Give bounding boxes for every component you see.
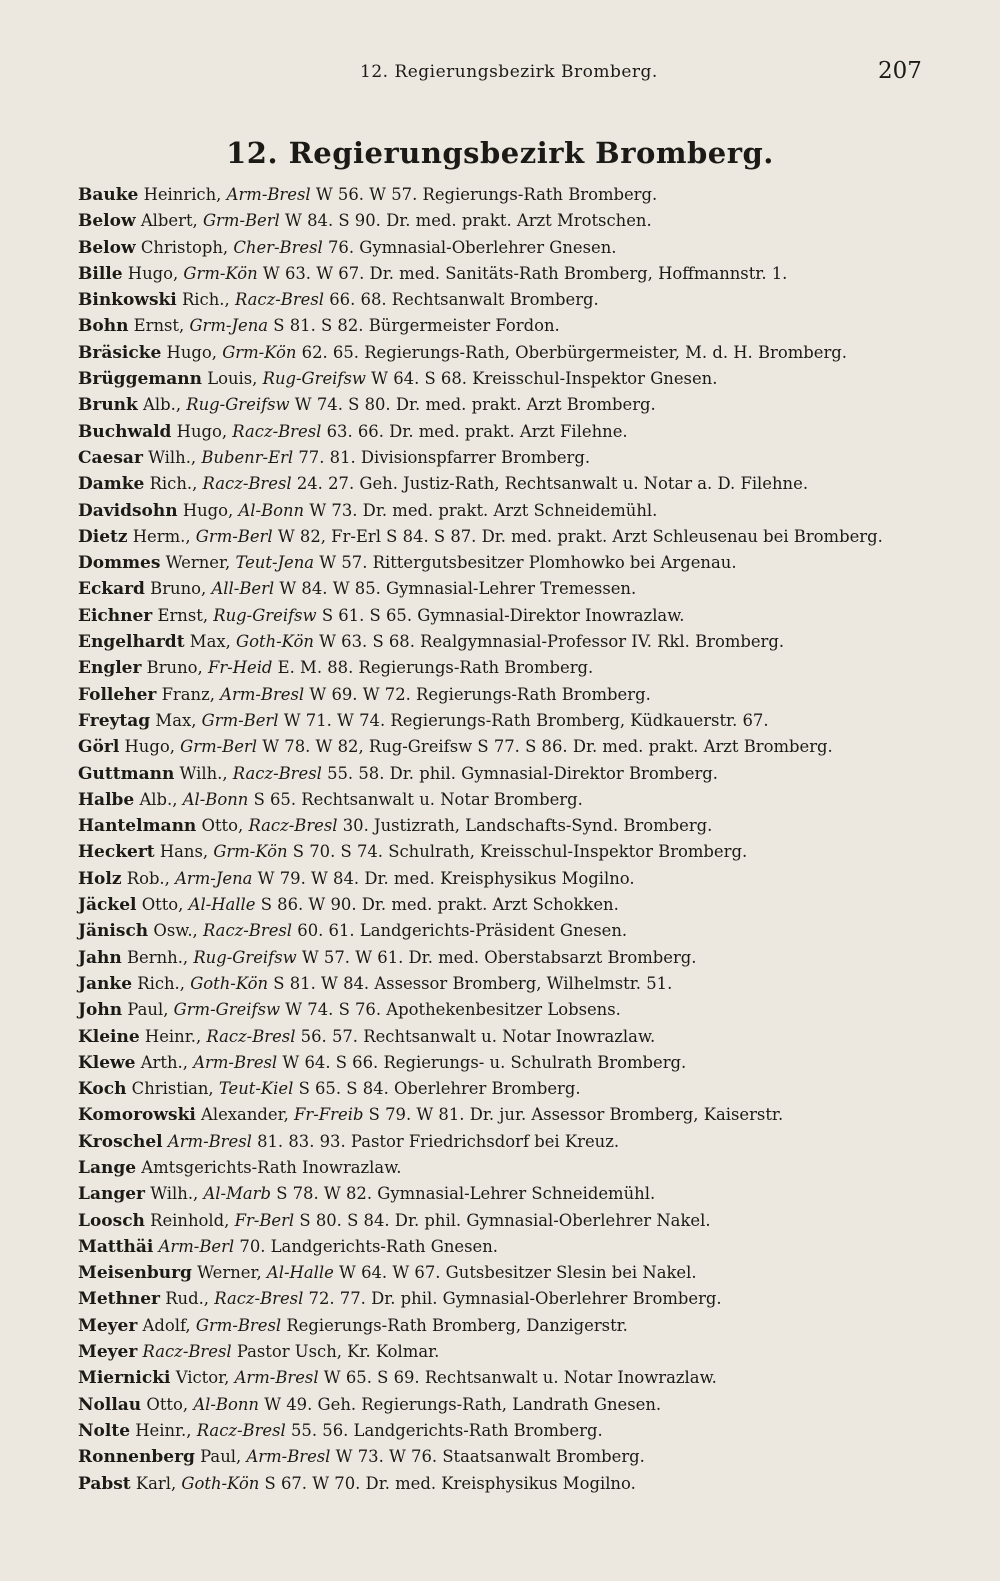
entry-details: S 80. S 84. Dr. phil. Gymnasial-Oberlehrer Nakel. xyxy=(299,1210,711,1230)
list-item xyxy=(78,1155,910,1181)
entry-given-name: Reinhold, xyxy=(150,1210,230,1230)
entry-surname: Ronnenberg xyxy=(78,1447,195,1468)
entry-surname: Meyer xyxy=(78,1315,138,1336)
entry-surname: Görl xyxy=(78,737,120,758)
entry-given-name: Heinr., xyxy=(144,1026,202,1046)
entry-university: Goth-Kön xyxy=(181,1473,260,1493)
entry-given-name: Rob., xyxy=(126,868,170,888)
entry-university: Arm-Bresl xyxy=(246,1447,331,1467)
entry-given-name: Otto, xyxy=(141,895,184,915)
entry-given-name: Hugo, xyxy=(124,737,175,757)
entry-given-name: Karl, xyxy=(135,1473,177,1493)
entry-surname: Below xyxy=(78,237,136,258)
list-item xyxy=(78,550,910,576)
list-item xyxy=(78,419,910,445)
entry-details: W 69. W 72. Regierungs-Rath Bromberg. xyxy=(309,684,651,704)
list-item xyxy=(78,445,910,471)
entry-given-name: Bruno, xyxy=(150,579,207,599)
page-number: 207 xyxy=(878,58,922,84)
entry-surname: Brüggemann xyxy=(78,369,202,390)
entry-surname: Komorowski xyxy=(78,1105,196,1126)
list-item xyxy=(78,629,910,655)
entry-details: 70. Landgerichts-Rath Gnesen. xyxy=(239,1236,498,1256)
entry-university: Arm-Bresl xyxy=(220,684,305,704)
entry-surname: Damke xyxy=(78,474,145,495)
entry-surname: Meisenburg xyxy=(78,1263,192,1284)
entry-given-name: Alb., xyxy=(139,789,178,809)
entry-given-name: Heinrich, xyxy=(143,185,222,204)
entry-surname: Engelhardt xyxy=(78,632,185,653)
entry-surname: Heckert xyxy=(78,842,155,863)
entry-university: Arm-Bresl xyxy=(234,1368,319,1388)
list-item xyxy=(78,287,910,313)
entry-details: S 78. W 82. Gymnasial-Lehrer Schneidemühl. xyxy=(276,1184,656,1204)
entry-university: Arm-Bresl xyxy=(226,185,311,204)
list-item xyxy=(78,734,910,760)
entry-details: W 57. W 61. Dr. med. Oberstabsarzt Bromberg. xyxy=(301,947,697,967)
entry-given-name: Paul, xyxy=(200,1447,242,1467)
entry-surname: Eichner xyxy=(78,605,153,626)
entry-details: S 81. S 82. Bürgermeister Fordon. xyxy=(273,316,560,336)
entry-university: Racz-Bresl xyxy=(234,290,325,310)
entry-university: Al-Marb xyxy=(203,1184,271,1204)
entry-surname: Engler xyxy=(78,658,142,679)
entry-details: W 78. W 82, Rug-Greifsw S 77. S 86. Dr. med. prakt. Arzt Bromberg. xyxy=(262,737,833,757)
entry-details: W 73. Dr. med. prakt. Arzt Schneidemühl. xyxy=(309,500,658,520)
entry-university: Rug-Greifsw xyxy=(213,605,317,625)
entry-details: 24. 27. Geh. Justiz-Rath, Rechtsanwalt u. Notar a. D. Filehne. xyxy=(296,474,809,494)
entry-details: W 49. Geh. Regierungs-Rath, Landrath Gnesen. xyxy=(264,1394,662,1414)
list-item xyxy=(78,1444,910,1470)
entry-given-name: Wilh., xyxy=(179,763,228,783)
list-item xyxy=(78,1339,910,1365)
entry-details: S 70. S 74. Schulrath, Kreisschul-Inspektor Bromberg. xyxy=(292,842,748,862)
entry-given-name: Otto, xyxy=(146,1394,189,1414)
entry-given-name: Albert, xyxy=(140,211,198,231)
entry-given-name: Arth., xyxy=(140,1052,188,1072)
list-item xyxy=(78,1076,910,1102)
entry-surname: Klewe xyxy=(78,1052,136,1073)
entry-university: Racz-Bresl xyxy=(248,816,338,836)
entry-details: S 86. W 90. Dr. med. prakt. Arzt Schokken. xyxy=(260,895,619,915)
entry-details: 55. 56. Landgerichts-Rath Bromberg. xyxy=(291,1420,603,1440)
entry-details: W 73. W 76. Staatsanwalt Bromberg. xyxy=(335,1447,645,1467)
list-item xyxy=(78,892,910,918)
entry-university: Goth-Kön xyxy=(236,632,314,652)
list-item xyxy=(78,761,910,787)
entry-given-name: Rich., xyxy=(137,973,185,993)
entry-details: S 67. W 70. Dr. med. Kreisphysikus Mogilno. xyxy=(264,1473,636,1493)
entry-details: W 63. S 68. Realgymnasial-Professor IV. Rkl. Bromberg. xyxy=(319,632,785,652)
entry-university: Bubenr-Erl xyxy=(201,447,294,467)
list-item xyxy=(78,945,910,971)
entry-surname: Loosch xyxy=(78,1210,145,1231)
list-item xyxy=(78,261,910,287)
section-title: 12. Regierungsbezirk Bromberg. xyxy=(226,136,774,170)
entry-university: Rug-Greifsw xyxy=(186,395,290,415)
entry-given-name: Hans, xyxy=(159,842,209,862)
entry-university: Goth-Kön xyxy=(190,973,269,993)
entry-surname: Holz xyxy=(78,868,122,889)
entry-given-name: Rich., xyxy=(149,474,198,494)
entry-university: Grm-Jena xyxy=(189,316,269,336)
entry-surname: Dommes xyxy=(78,553,161,574)
entry-university: Grm-Berl xyxy=(202,211,280,231)
list-item xyxy=(78,1418,910,1444)
list-item xyxy=(78,1286,910,1312)
entry-details: W 84. W 85. Gymnasial-Lehrer Tremessen. xyxy=(279,579,637,599)
entry-details: 81. 83. 93. Pastor Friedrichsdorf bei Kreuz. xyxy=(257,1131,620,1151)
running-header xyxy=(0,58,1000,88)
entry-university: Grm-Kön xyxy=(222,342,297,362)
entry-university: Racz-Bresl xyxy=(214,1289,304,1309)
entry-details: W 65. S 69. Rechtsanwalt u. Notar Inowrazlaw. xyxy=(323,1368,717,1388)
entry-university: Racz-Bresl xyxy=(202,474,292,494)
entry-university: Grm-Berl xyxy=(195,526,273,546)
entry-university: Grm-Kön xyxy=(183,263,258,283)
list-item xyxy=(78,576,910,602)
list-item xyxy=(78,997,910,1023)
entry-given-name: Otto, xyxy=(201,816,244,836)
entry-given-name: Hugo, xyxy=(182,500,234,520)
entry-surname: Caesar xyxy=(78,447,143,468)
entry-surname: Miernicki xyxy=(78,1368,171,1389)
entry-given-name: Osw., xyxy=(153,921,198,941)
entry-details: 72. 77. Dr. phil. Gymnasial-Oberlehrer Bromberg. xyxy=(308,1289,722,1309)
entry-given-name: Ernst, xyxy=(133,316,185,336)
entry-surname: Janke xyxy=(78,973,133,994)
list-item xyxy=(78,1208,910,1234)
list-item xyxy=(78,971,910,997)
entry-details: E. M. 88. Regierungs-Rath Bromberg. xyxy=(277,658,594,678)
entry-details: W 74. S 80. Dr. med. prakt. Arzt Bromberg. xyxy=(294,395,656,415)
entry-university: Rug-Greifsw xyxy=(193,947,297,967)
entry-university: Grm-Bresl xyxy=(195,1315,282,1335)
entry-given-name: Adolf, xyxy=(142,1315,191,1335)
entry-details: W 79. W 84. Dr. med. Kreisphysikus Mogilno. xyxy=(257,868,635,888)
entry-surname: Jänisch xyxy=(78,921,149,942)
list-item xyxy=(78,1392,910,1418)
list-item xyxy=(78,866,910,892)
entry-given-name: Bruno, xyxy=(146,658,203,678)
entry-university: Al-Bonn xyxy=(238,500,305,520)
entry-given-name: Bernh., xyxy=(127,947,189,967)
entry-given-name: Ernst, xyxy=(157,605,209,625)
entry-details: W 64. S 68. Kreisschul-Inspektor Gnesen. xyxy=(371,369,718,389)
entry-university: Al-Bonn xyxy=(193,1394,259,1414)
entry-given-name: Alb., xyxy=(143,395,182,415)
entry-surname: Bräsicke xyxy=(78,342,162,363)
entry-details: 63. 66. Dr. med. prakt. Arzt Filehne. xyxy=(326,421,628,441)
entry-surname: Meyer xyxy=(78,1342,138,1363)
list-item xyxy=(78,1050,910,1076)
entry-details: 77. 81. Divisionspfarrer Bromberg. xyxy=(298,447,591,467)
list-item xyxy=(78,787,910,813)
entry-university: Grm-Greifsw xyxy=(173,1000,281,1020)
entry-details: W 71. W 74. Regierungs-Rath Bromberg, Küdkauerstr. 67. xyxy=(283,710,769,730)
entry-university: Al-Bonn xyxy=(182,789,249,809)
entry-university: Racz-Bresl xyxy=(206,1026,296,1046)
entry-surname: Langer xyxy=(78,1184,145,1205)
entry-university: Arm-Berl xyxy=(158,1236,235,1256)
list-item xyxy=(78,1181,910,1207)
entry-surname: Lange xyxy=(78,1157,137,1178)
entry-details: 56. 57. Rechtsanwalt u. Notar Inowrazlaw. xyxy=(300,1026,656,1046)
entry-given-name: Max, xyxy=(189,632,231,652)
entry-university: Arm-Bresl xyxy=(193,1052,278,1072)
list-item xyxy=(78,1129,910,1155)
entry-details: W 64. S 66. Regierungs- u. Schulrath Bromberg. xyxy=(282,1052,687,1072)
list-item xyxy=(78,392,910,418)
entry-given-name: Wilh., xyxy=(148,447,197,467)
list-item xyxy=(78,1234,910,1260)
entry-surname: Bauke xyxy=(78,185,139,205)
entry-given-name: Rich., xyxy=(181,290,230,310)
entry-surname: Jahn xyxy=(78,947,122,968)
list-item xyxy=(78,235,910,261)
entry-university: Fr-Berl xyxy=(234,1210,295,1230)
entry-details: W 82, Fr-Erl S 84. S 87. Dr. med. prakt. Arzt Schleusenau bei Bromberg. xyxy=(277,526,883,546)
list-item xyxy=(78,340,910,366)
list-item xyxy=(78,1471,910,1497)
entry-surname: Davidsohn xyxy=(78,500,178,521)
entry-details: W 64. W 67. Gutsbesitzer Slesin bei Nakel. xyxy=(339,1263,697,1283)
entry-university: Racz-Bresl xyxy=(232,763,322,783)
entry-surname: Methner xyxy=(78,1289,160,1310)
entry-details: W 74. S 76. Apothekenbesitzer Lobsens. xyxy=(285,1000,621,1020)
entry-surname: Bille xyxy=(78,263,123,284)
entry-surname: Hantelmann xyxy=(78,816,197,837)
entry-details: 66. 68. Rechtsanwalt Bromberg. xyxy=(329,290,599,310)
list-item xyxy=(78,182,910,208)
entry-details: W 56. W 57. Regierungs-Rath Bromberg. xyxy=(315,185,658,204)
entry-surname: Eckard xyxy=(78,579,145,600)
entry-university: Arm-Jena xyxy=(175,868,253,888)
entry-details: S 61. S 65. Gymnasial-Direktor Inowrazlaw. xyxy=(321,605,685,625)
entry-given-name: Amtsgerichts-Rath Inowrazlaw. xyxy=(141,1157,402,1177)
entry-given-name: Hugo, xyxy=(176,421,228,441)
entry-university: Teut-Jena xyxy=(235,553,315,573)
entry-details: 76. Gymnasial-Oberlehrer Gnesen. xyxy=(328,237,617,257)
entry-details: 60. 61. Landgerichts-Präsident Gnesen. xyxy=(297,921,628,941)
list-item xyxy=(78,208,910,234)
list-item xyxy=(78,918,910,944)
entry-surname: Nolte xyxy=(78,1420,131,1441)
entry-given-name: Christoph, xyxy=(140,237,229,257)
entry-surname: Kroschel xyxy=(78,1131,163,1152)
entry-surname: Folleher xyxy=(78,684,157,705)
entry-university: Grm-Berl xyxy=(201,710,279,730)
entry-surname: Jäckel xyxy=(78,895,137,916)
entry-details: W 57. Rittergutsbesitzer Plomhowko bei Argenau. xyxy=(319,553,737,573)
entry-university: Racz-Bresl xyxy=(196,1420,286,1440)
entry-surname: Kleine xyxy=(78,1026,140,1047)
list-item xyxy=(78,603,910,629)
entry-university: Grm-Berl xyxy=(180,737,257,757)
entry-surname: Freytag xyxy=(78,710,151,731)
entry-university: All-Berl xyxy=(211,579,275,599)
list-item xyxy=(78,313,910,339)
list-item xyxy=(78,1024,910,1050)
entry-surname: Pabst xyxy=(78,1473,131,1494)
list-item xyxy=(78,813,910,839)
entry-details: S 65. S 84. Oberlehrer Bromberg. xyxy=(298,1079,581,1099)
running-title: 12. Regierungsbezirk Bromberg. xyxy=(360,62,658,82)
entry-surname: John xyxy=(78,1000,123,1021)
entry-given-name: Louis, xyxy=(207,369,258,389)
entry-details: 55. 58. Dr. phil. Gymnasial-Direktor Bromberg. xyxy=(327,763,718,783)
entry-surname: Nollau xyxy=(78,1394,142,1415)
list-item xyxy=(78,498,910,524)
list-item xyxy=(78,655,910,681)
entry-list xyxy=(78,182,910,1497)
entry-details: W 84. S 90. Dr. med. prakt. Arzt Mrotschen. xyxy=(285,211,652,231)
entry-university: Al-Halle xyxy=(266,1263,334,1283)
entry-university: Arm-Bresl xyxy=(167,1131,252,1151)
entry-surname: Halbe xyxy=(78,789,135,810)
entry-given-name: Franz, xyxy=(161,684,215,704)
entry-given-name: Herm., xyxy=(132,526,191,546)
entry-given-name: Rud., xyxy=(165,1289,210,1309)
entry-surname: Below xyxy=(78,211,136,232)
entry-details: W 63. W 67. Dr. med. Sanitäts-Rath Bromberg, Hoffmannstr. 1. xyxy=(262,263,788,283)
entry-university: Racz-Bresl xyxy=(142,1342,232,1362)
entry-given-name: Victor, xyxy=(175,1368,230,1388)
entry-surname: Bohn xyxy=(78,316,129,337)
list-item xyxy=(78,1102,910,1128)
entry-university: Grm-Kön xyxy=(213,842,288,862)
entry-university: Rug-Greifsw xyxy=(262,369,366,389)
entry-details: S 65. Rechtsanwalt u. Notar Bromberg. xyxy=(253,789,583,809)
entry-surname: Koch xyxy=(78,1079,127,1100)
entry-given-name: Hugo, xyxy=(127,263,179,283)
entry-details: S 81. W 84. Assessor Bromberg, Wilhelmstr. 51. xyxy=(273,973,673,993)
list-item xyxy=(78,471,910,497)
list-item xyxy=(78,1365,910,1391)
entry-surname: Brunk xyxy=(78,395,138,416)
entry-university: Cher-Bresl xyxy=(233,237,323,257)
entry-given-name: Max, xyxy=(155,710,197,730)
entry-given-name: Paul, xyxy=(127,1000,169,1020)
entry-university: Fr-Heid xyxy=(207,658,273,678)
entry-university: Fr-Freib xyxy=(294,1105,364,1125)
entry-given-name: Werner, xyxy=(197,1263,262,1283)
entry-university: Al-Halle xyxy=(188,895,256,915)
list-item xyxy=(78,1260,910,1286)
entry-surname: Guttmann xyxy=(78,763,175,784)
list-item xyxy=(78,839,910,865)
entry-surname: Buchwald xyxy=(78,421,172,442)
entry-details: Pastor Usch, Kr. Kolmar. xyxy=(236,1342,440,1362)
entry-surname: Matthäi xyxy=(78,1236,154,1257)
entry-details: 30. Justizrath, Landschafts-Synd. Bromberg. xyxy=(342,816,713,836)
entry-given-name: Alexander, xyxy=(201,1105,289,1125)
entry-given-name: Christian, xyxy=(131,1079,214,1099)
entry-given-name: Werner, xyxy=(165,553,231,573)
entry-given-name: Heinr., xyxy=(135,1420,192,1440)
entry-university: Racz-Bresl xyxy=(232,421,322,441)
entry-details: Regierungs-Rath Bromberg, Danzigerstr. xyxy=(286,1315,628,1335)
entry-surname: Binkowski xyxy=(78,290,177,311)
entry-university: Racz-Bresl xyxy=(202,921,293,941)
list-item xyxy=(78,524,910,550)
entry-surname: Dietz xyxy=(78,526,128,547)
list-item xyxy=(78,708,910,734)
list-item xyxy=(78,1313,910,1339)
entry-university: Teut-Kiel xyxy=(218,1079,294,1099)
list-item xyxy=(78,682,910,708)
list-item xyxy=(78,366,910,392)
entry-details: S 79. W 81. Dr. jur. Assessor Bromberg, Kaiserstr. xyxy=(368,1105,784,1125)
entry-details: 62. 65. Regierungs-Rath, Oberbürgermeister, M. d. H. Bromberg. xyxy=(301,342,847,362)
entry-given-name: Wilh., xyxy=(150,1184,199,1204)
entry-given-name: Hugo, xyxy=(166,342,217,362)
